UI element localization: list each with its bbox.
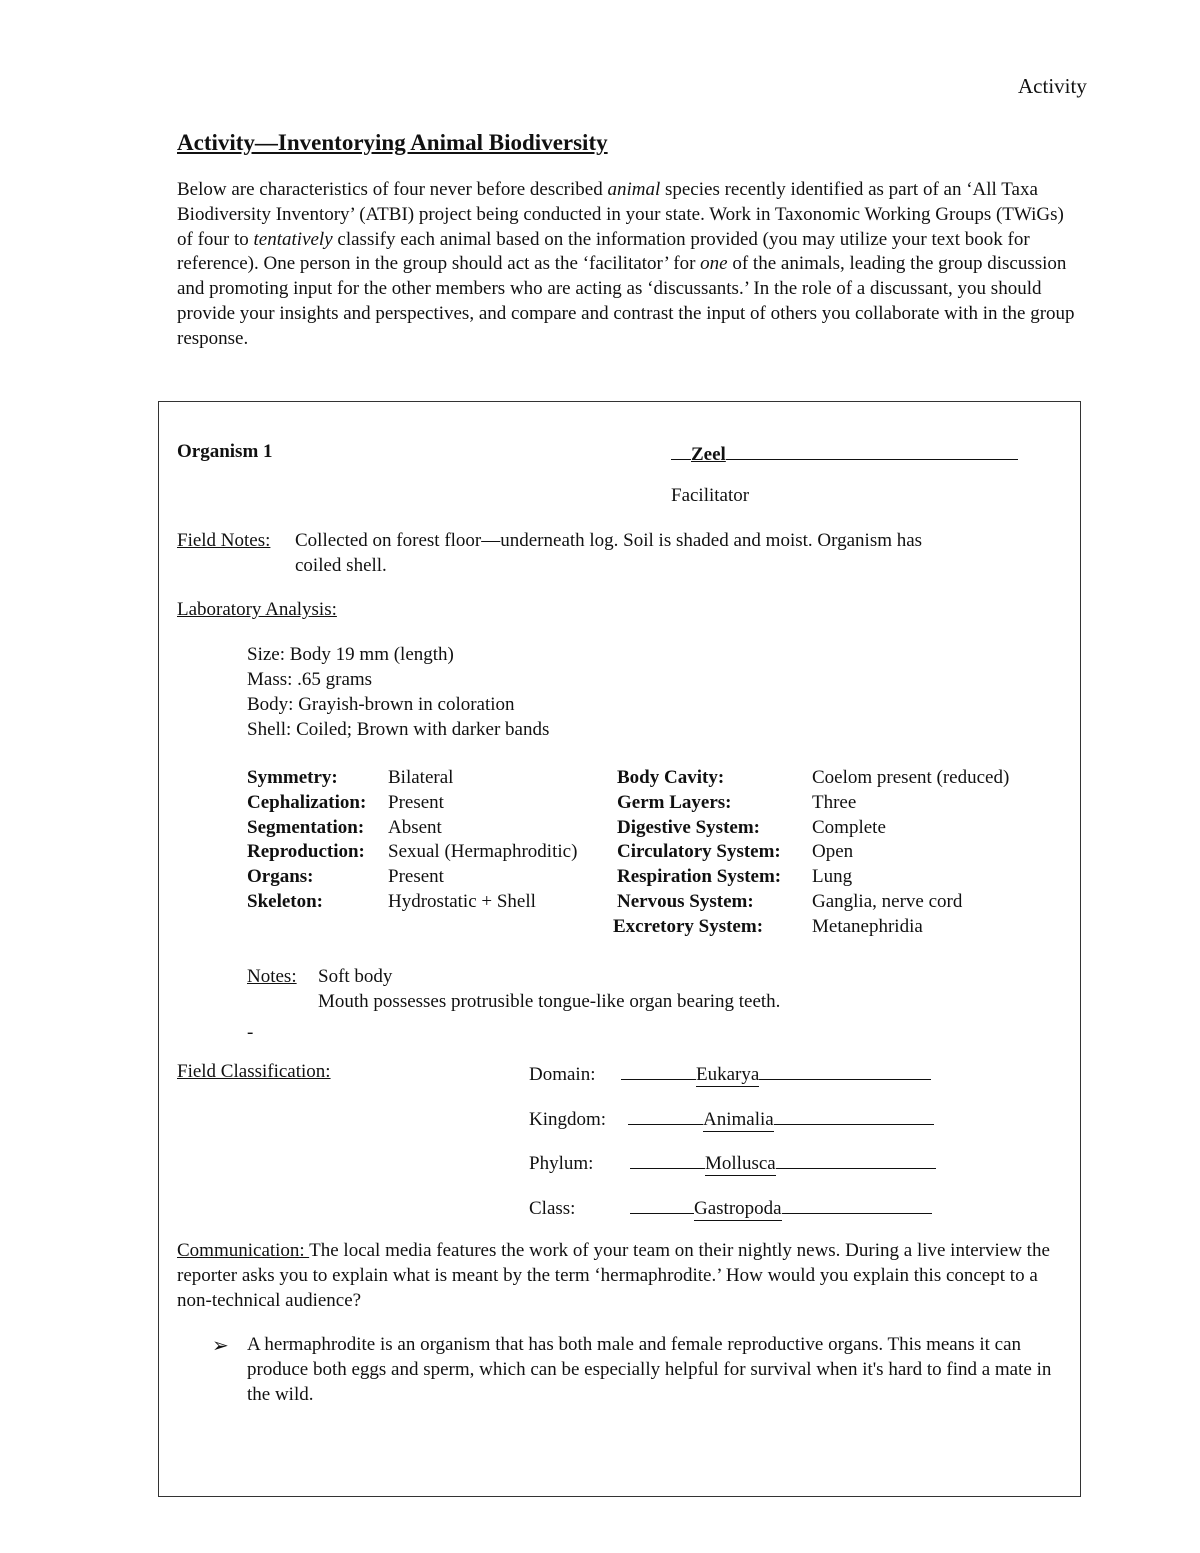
intro-text-d: of the animals, leading the group discussion and promoting input for the other members who are acting as ‘discussants.’ In the role of a discussant, you should provide your insights and perspectives, and compare and contrast the input of others you collaborate with in the group response. bbox=[177, 253, 1075, 349]
classification-value: Gastropoda bbox=[694, 1198, 782, 1219]
trait-value: Three bbox=[812, 791, 857, 813]
trait-value: Complete bbox=[812, 816, 886, 838]
communication-prompt bbox=[177, 1239, 1067, 1313]
trait-key: Respiration System: bbox=[617, 866, 782, 888]
classification-value: Animalia bbox=[703, 1109, 774, 1130]
lab-analysis-label: Laboratory Analysis: bbox=[177, 599, 337, 620]
classification-phylum[interactable] bbox=[529, 1150, 936, 1176]
facilitator-label: Facilitator bbox=[671, 485, 750, 506]
page-title: Activity—Inventorying Animal Biodiversity bbox=[177, 130, 608, 155]
bullet-arrow-icon: ➢ bbox=[212, 1335, 229, 1357]
classification-kingdom[interactable] bbox=[529, 1106, 934, 1132]
trait-value: Present bbox=[388, 791, 444, 813]
trait-key: Germ Layers: bbox=[617, 791, 732, 813]
trait-key: Symmetry: bbox=[247, 767, 338, 788]
trait-value: Sexual (Hermaphroditic) bbox=[388, 841, 578, 863]
classification-label: Kingdom: bbox=[529, 1109, 607, 1130]
blank-line bbox=[782, 1195, 932, 1214]
trait-value: Open bbox=[812, 841, 854, 863]
blank-line bbox=[630, 1150, 705, 1169]
notes-label: Notes: bbox=[247, 966, 297, 987]
classification-label: Phylum: bbox=[529, 1153, 594, 1174]
blank-line bbox=[776, 1150, 936, 1169]
trait-key: Reproduction: bbox=[247, 841, 365, 863]
facilitator-name-field[interactable] bbox=[671, 441, 1018, 466]
blank-line bbox=[628, 1106, 703, 1125]
lab-shell: Shell: Coiled; Brown with darker bands bbox=[247, 719, 550, 740]
blank-line bbox=[630, 1195, 694, 1214]
lab-body: Body: Grayish-brown in coloration bbox=[247, 694, 515, 715]
notes-line-1: Soft body bbox=[318, 966, 393, 987]
communication-label: Communication: bbox=[177, 1240, 310, 1261]
trait-value: Hydrostatic + Shell bbox=[388, 890, 536, 912]
trait-value: Bilateral bbox=[388, 767, 454, 788]
trait-key: Nervous System: bbox=[617, 890, 754, 912]
trait-key: Excretory System: bbox=[613, 915, 764, 937]
intro-text-a: Below are characteristics of four never before described bbox=[177, 179, 608, 200]
classification-domain[interactable] bbox=[529, 1061, 931, 1087]
intro-emphasis-animal: animal bbox=[607, 179, 661, 200]
blank-line bbox=[774, 1106, 934, 1125]
intro-emphasis-tentatively: tentatively bbox=[253, 228, 333, 250]
notes-line-2: Mouth possesses protrusible tongue-like organ bearing teeth. bbox=[318, 991, 781, 1012]
trait-key: Digestive System: bbox=[617, 816, 760, 838]
facilitator-line-left bbox=[671, 441, 691, 460]
organism-heading: Organism 1 bbox=[177, 441, 273, 462]
trait-key: Circulatory System: bbox=[617, 841, 781, 863]
lab-size: Size: Body 19 mm (length) bbox=[247, 644, 454, 665]
lab-mass: Mass: .65 grams bbox=[247, 669, 373, 690]
trait-key: Body Cavity: bbox=[617, 767, 725, 788]
facilitator-line-right bbox=[726, 441, 1018, 460]
communication-text: The local media features the work of your team on their nightly news. During a live interview the reporter asks you to explain what is meant by the term ‘hermaphrodite.’ How would you explain this concept to a non-technical audience? bbox=[177, 1240, 1050, 1311]
notes-dash: - bbox=[247, 1022, 254, 1043]
intro-text-b: species recently identified as part of an ‘All Taxa Biodiversity Inventory’ (ATBI) project being conducted in your state. Work in Taxonomic Working Groups (TWiGs) of four to bbox=[177, 179, 1064, 250]
intro-text-c: classify each animal based on the information provided (you may utilize your text book for reference). One person in the group should act as the ‘facilitator’ for bbox=[177, 228, 1030, 275]
classification-value: Eukarya bbox=[696, 1064, 760, 1085]
trait-value: Present bbox=[388, 866, 444, 888]
facilitator-name: Zeel bbox=[691, 444, 726, 465]
blank-line bbox=[621, 1061, 696, 1080]
intro-emphasis-one: one bbox=[700, 253, 728, 275]
classification-label: Domain: bbox=[529, 1064, 596, 1085]
intro-paragraph bbox=[177, 178, 1077, 352]
trait-key: Organs: bbox=[247, 866, 314, 888]
answer-text[interactable]: A hermaphrodite is an organism that has both male and female reproductive organs. This means it can produce both eggs and sperm, which can be especially helpful for survival when it's hard to find a mate in the wild. bbox=[247, 1334, 1052, 1405]
field-notes-label: Field Notes: bbox=[177, 530, 271, 551]
field-notes-line-2: coiled shell. bbox=[295, 555, 387, 576]
trait-key: Skeleton: bbox=[247, 890, 323, 912]
field-classification-label: Field Classification: bbox=[177, 1061, 331, 1082]
field-notes-line-1: Collected on forest floor—underneath log. Soil is shaded and moist. Organism has bbox=[295, 530, 923, 551]
trait-value: Ganglia, nerve cord bbox=[812, 890, 963, 912]
trait-value: Absent bbox=[388, 816, 442, 838]
trait-value: Metanephridia bbox=[812, 915, 923, 937]
trait-value: Lung bbox=[812, 866, 853, 888]
page-header-label: Activity bbox=[1018, 74, 1087, 98]
trait-value: Coelom present (reduced) bbox=[812, 767, 1010, 788]
classification-class[interactable] bbox=[529, 1195, 932, 1221]
trait-key: Segmentation: bbox=[247, 816, 365, 838]
trait-key: Cephalization: bbox=[247, 791, 367, 813]
classification-label: Class: bbox=[529, 1198, 576, 1219]
blank-line bbox=[759, 1061, 931, 1080]
classification-value: Mollusca bbox=[705, 1153, 776, 1174]
